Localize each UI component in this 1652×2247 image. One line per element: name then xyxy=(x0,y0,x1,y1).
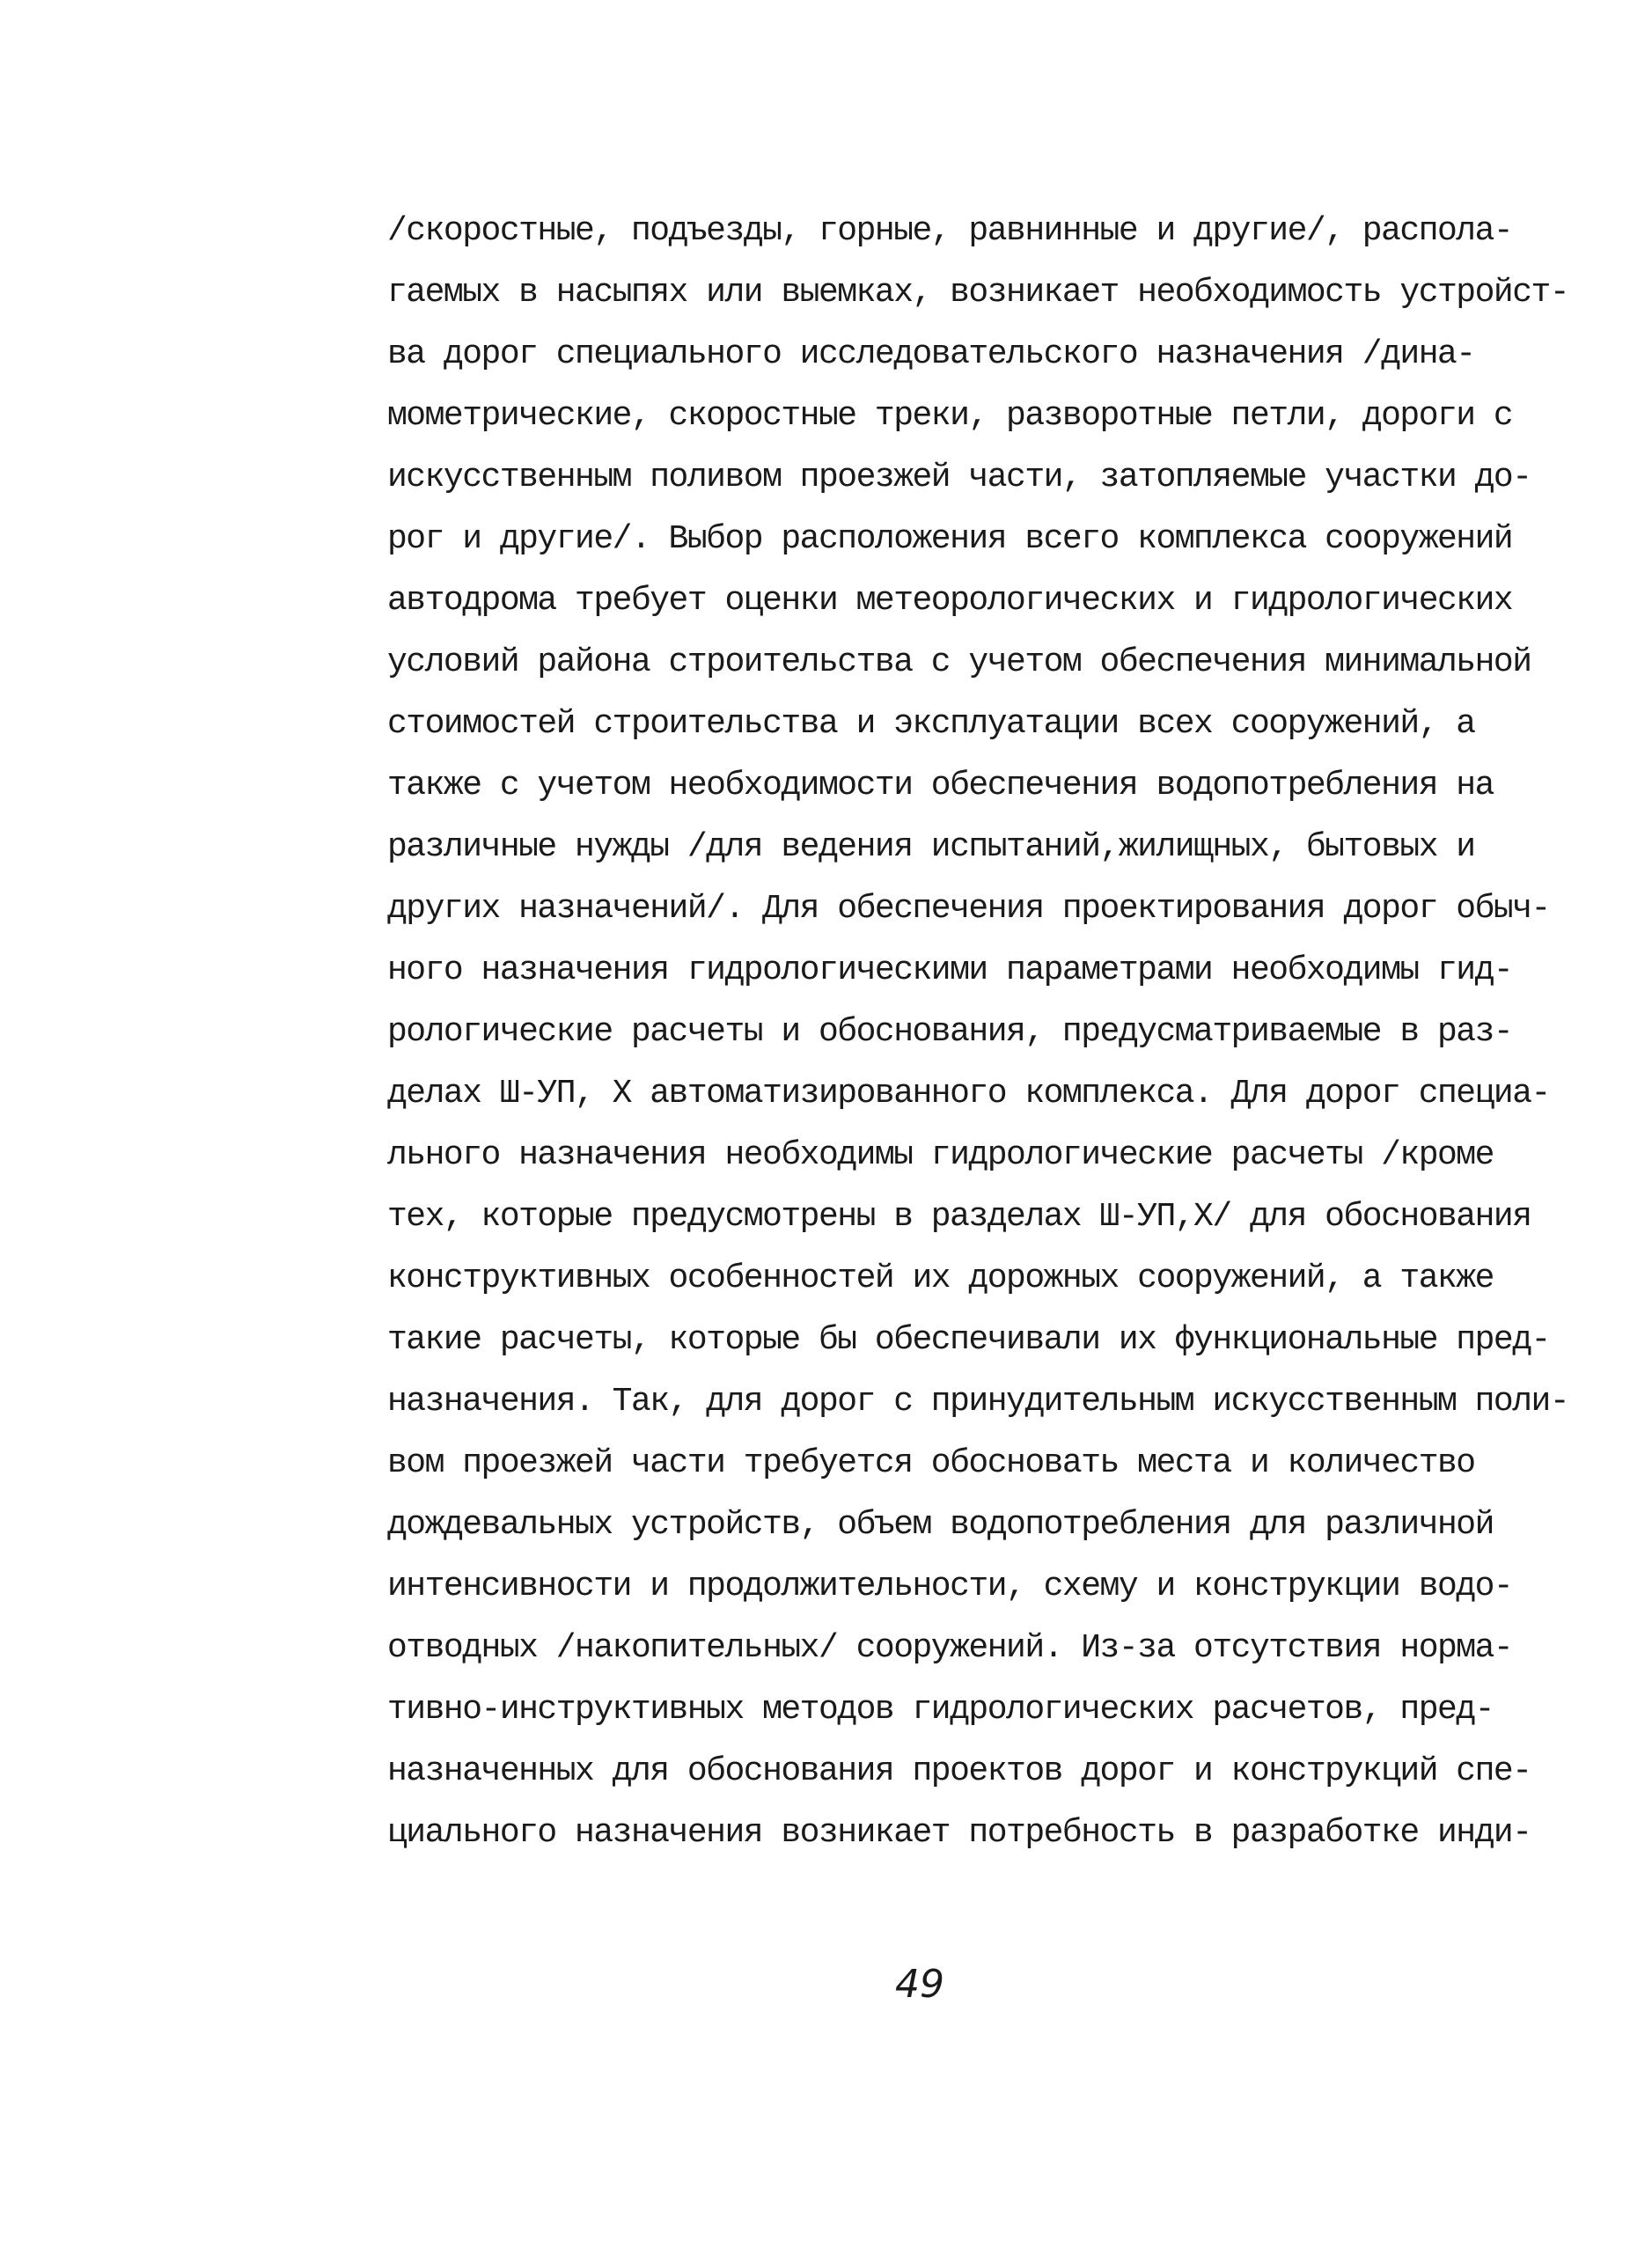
text-line: делах Ш-УП, Х автоматизированного комплекса. Для дорог специа- xyxy=(387,1075,1550,1112)
text-line: такие расчеты, которые бы обеспечивали их функциональные пред- xyxy=(387,1321,1550,1359)
text-line: назначенных для обоснования проектов дорог и конструкций спе- xyxy=(387,1752,1531,1790)
text-line: назначения. Так, для дорог с принудительным искусственным поли- xyxy=(387,1383,1569,1421)
text-line: других назначений/. Для обеспечения проектирования дорог обыч- xyxy=(387,890,1550,928)
body-text xyxy=(387,201,1567,1864)
text-line: ва дорог специального исследовательского назначения /дина- xyxy=(387,335,1475,373)
text-line: ного назначения гидрологическими параметрами необходимы гид- xyxy=(387,951,1513,989)
text-line: искусственным поливом проезжей части, затопляемые участки до- xyxy=(387,459,1531,496)
text-line: конструктивных особенностей их дорожных сооружений, а также xyxy=(387,1259,1494,1297)
text-line: циального назначения возникает потребность в разработке инди- xyxy=(387,1814,1531,1852)
text-line: интенсивности и продолжительности, схему и конструкции водо- xyxy=(387,1568,1513,1605)
text-line: отводных /накопительных/ сооружений. Из-за отсутствия норма- xyxy=(387,1629,1513,1667)
text-line: также с учетом необходимости обеспечения водопотребления на xyxy=(387,767,1494,804)
text-line: тех, которые предусмотрены в разделах Ш-УП,Х/ для обоснования xyxy=(387,1198,1531,1236)
text-line: вом проезжей части требуется обосновать места и количество xyxy=(387,1444,1475,1482)
text-line: тивно-инструктивных методов гидрологических расчетов, пред- xyxy=(387,1691,1494,1729)
page-number: 49 xyxy=(895,1962,944,2007)
text-line: мометрические, скоростные треки, разворотные петли, дороги с xyxy=(387,397,1513,435)
text-line: рологические расчеты и обоснования, предусматриваемые в раз- xyxy=(387,1013,1513,1051)
text-line: автодрома требует оценки метеорологических и гидрологических xyxy=(387,582,1513,620)
text-line: /скоростные, подъезды, горные, равнинные и другие/, распола- xyxy=(387,212,1513,250)
text-line: стоимостей строительства и эксплуатации всех сооружений, а xyxy=(387,705,1475,743)
text-line: различные нужды /для ведения испытаний,жилищных, бытовых и xyxy=(387,828,1475,866)
text-line: дождевальных устройств, объем водопотребления для различной xyxy=(387,1506,1494,1544)
text-line: льного назначения необходимы гидрологические расчеты /кроме xyxy=(387,1136,1494,1174)
text-line: гаемых в насыпях или выемках, возникает необходимость устройст- xyxy=(387,274,1569,312)
text-line: условий района строительства с учетом обеспечения минимальной xyxy=(387,643,1531,681)
text-line: рог и другие/. Выбор расположения всего комплекса сооружений xyxy=(387,520,1513,558)
